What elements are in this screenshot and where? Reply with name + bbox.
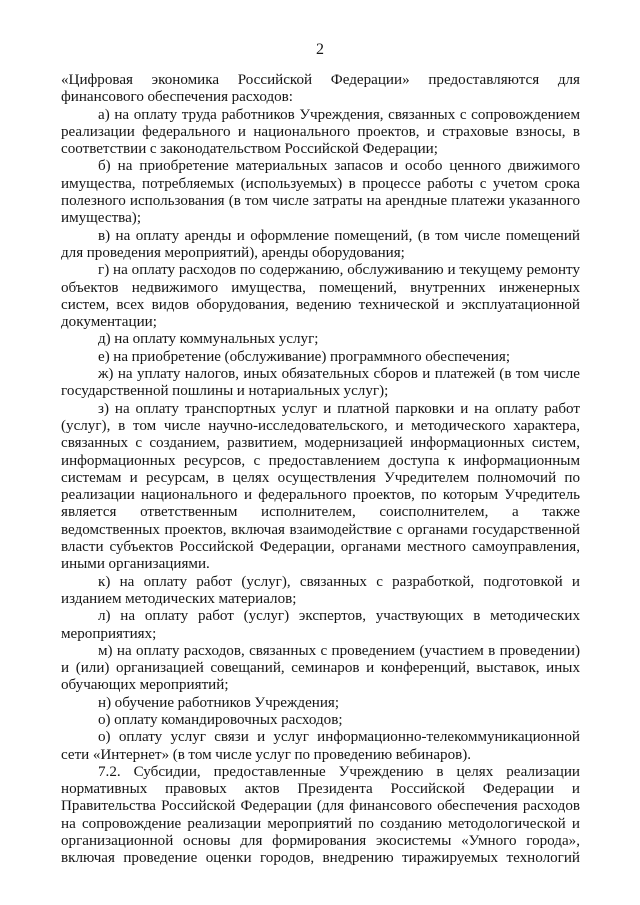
- paragraph-item-b: б) на приобретение материальных запасов и особо ценного движимого имущества, потребляемых (используемых) в процессе работы с учетом срока полезного использования (в том числе затраты на арендные платежи указанного имущества);: [61, 158, 580, 227]
- paragraph-section-7-2: 7.2. Субсидии, предоставленные Учреждению в целях реализации нормативных правовых актов Президента Российской Федерации и Правительства Российской Федерации (для финансового обеспечения расходов на сопровождение реализации мероприятий по созданию методологической и организационной основы для формирования экосистемы «Умного города», включая проведение оценки городов, внедрению тиражируемых технологий: [61, 763, 580, 867]
- paragraph-item-e: е) на приобретение (обслуживание) программного обеспечения;: [98, 348, 511, 365]
- paragraph-item-v: в) на оплату аренды и оформление помещений, (в том числе помещений для проведения мероприятий), аренды оборудования;: [61, 227, 580, 261]
- paragraph-item-o-travel: о) оплату командировочных расходов;: [98, 711, 343, 728]
- paragraph-item-k: к) на оплату работ (услуг), связанных с разработкой, подготовкой и изданием методических материалов;: [61, 573, 580, 607]
- document-body: [61, 72, 580, 868]
- paragraph-item-o-communication: о) оплату услуг связи и услуг информационно-телекоммуникационной сети «Интернет» (в том числе услуг по проведению вебинаров).: [61, 729, 580, 763]
- paragraph-item-zh: ж) на уплату налогов, иных обязательных сборов и платежей (в том числе государственной пошлины и нотариальных услуг);: [61, 366, 580, 400]
- paragraph-item-a: а) на оплату труда работников Учреждения, связанных с сопровождением реализации федерального и национального проектов, и страховые взносы, в соответствии с законодательством Российской Федерации;: [61, 106, 580, 158]
- paragraph-item-z: з) на оплату транспортных услуг и платной парковки и на оплату работ (услуг), в том числе научно-исследовательского, и методического характера, связанных с созданием, развитием, модернизацией информационных систем, информационных ресурсов, с предоставлением доступа к информационным системам и ресурсам, в целях осуществления Учредителем полномочий по реализации национального и федерального проектов, по которым Учредитель является ответственным исполнителем, соисполнителем, а также ведомственных проектов, включая взаимодействие с органами государственной власти субъектов Российской Федерации, органами местного самоуправления, иными организациями.: [61, 400, 580, 573]
- paragraph-item-n: н) обучение работников Учреждения;: [98, 694, 340, 711]
- paragraph-intro: «Цифровая экономика Российской Федерации» предоставляются для финансового обеспечения расходов:: [61, 72, 580, 106]
- paragraph-item-d: д) на оплату коммунальных услуг;: [98, 331, 319, 348]
- paragraph-item-l: л) на оплату работ (услуг) экспертов, участвующих в методических мероприятиях;: [61, 608, 580, 642]
- paragraph-item-g: г) на оплату расходов по содержанию, обслуживанию и текущему ремонту объектов недвижимого имущества, помещений, внутренних инженерных систем, всех видов оборудования, ведению технической и эксплуатационной документации;: [61, 262, 580, 331]
- page-number: 2: [316, 41, 324, 58]
- paragraph-item-m: м) на оплату расходов, связанных с проведением (участием в проведении) и (или) организацией совещаний, семинаров и конференций, выставок, иных обучающих мероприятий;: [61, 642, 580, 694]
